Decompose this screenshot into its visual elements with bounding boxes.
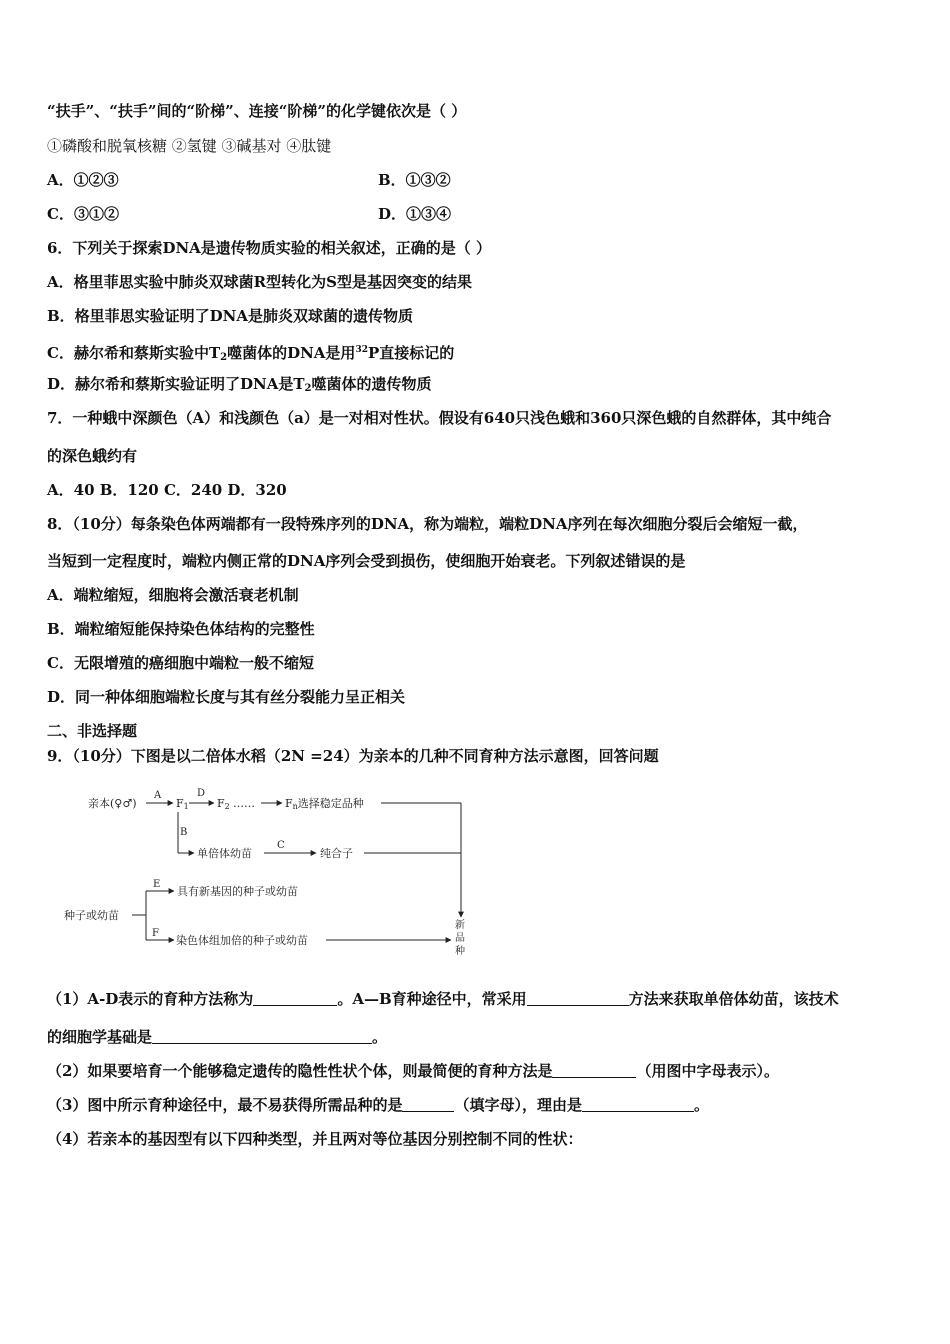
q6-option-c-sub: 2 [220,352,228,363]
q9-p1a: （1）A-D表示的育种方法称为 [47,990,254,1008]
q5-option-c: C．③①② [47,205,119,223]
answer-blank-5[interactable] [402,1097,454,1112]
q6-option-c [47,340,454,368]
diagram-f2 [217,797,230,811]
diagram-f1 [176,797,189,811]
q9-p3c: 。 [693,1096,709,1114]
diagram-haploid: 单倍体幼苗 [197,847,252,860]
q8-option-c: C．无限增殖的癌细胞中端粒一般不缩短 [47,654,314,672]
answer-blank-3[interactable] [152,1029,372,1044]
q6-option-d-post: 噬菌体的遗传物质 [311,375,432,393]
answer-blank-2[interactable] [527,991,629,1006]
diagram-polyploid: 染色体组加倍的种子或幼苗 [176,934,308,947]
new-variety-char-1: 新 [455,920,465,931]
answer-blank-6[interactable] [582,1097,694,1112]
q9-p2b: （用图中字母表示）。 [636,1062,779,1080]
label-c: C [277,840,285,851]
q6-option-c-mid: 噬菌体的DNA是用 [227,344,356,362]
q6-option-d-sub: 2 [304,383,312,394]
q5-stem: “扶手”、“扶手”间的“阶梯”、连接“阶梯”的化学键依次是（ ） [47,102,467,120]
q6-option-a: A．格里菲思实验中肺炎双球菌R型转化为S型是基因突变的结果 [47,273,472,291]
q8-option-b: B．端粒缩短能保持染色体结构的完整性 [47,620,315,638]
q5-option-a: A．①②③ [47,171,119,189]
q9-p3a: （3）图中所示育种途径中，最不易获得所需品种的是 [47,1096,403,1114]
label-b: B [180,827,188,838]
q5-option-d: D．①③④ [378,205,452,223]
q9-part4: （4）若亲本的基因型有以下四种类型，并且两对等位基因分别控制不同的性状： [47,1130,583,1148]
q7-stem-line2: 的深色蛾约有 [47,447,138,465]
new-variety-char-3: 种 [455,946,465,957]
fn-text: 选择稳定品种 [297,797,364,810]
q8-stem-line1: 8．（10分）每条染色体两端都有一段特殊序列的DNA，称为端粒，端粒DNA序列在每次细胞分裂后会缩短一截， [47,515,808,533]
q8-option-d: D．同一种体细胞端粒长度与其有丝分裂能力呈正相关 [47,688,406,706]
q9-part2 [47,1061,779,1081]
q8-stem-line2: 当短到一定程度时，端粒内侧正常的DNA序列会受到损伤，使细胞开始衰老。下列叙述错误的是 [47,552,686,570]
diagram-dots: …… [233,797,255,810]
f2-base: F [217,797,225,810]
f1-base: F [176,797,184,810]
q6-option-c-sup: 32 [355,345,368,355]
section-heading: 二、非选择题 [47,722,138,740]
label-f: F [152,928,159,939]
new-variety-char-2: 品 [455,933,465,944]
fn-base: F [285,797,293,810]
q9-part1-line2 [47,1027,387,1047]
label-d: D [197,788,206,799]
q5-items: ①磷酸和脱氧核糖 ②氢键 ③碱基对 ④肽键 [47,137,332,155]
q9-part1-line1 [47,989,839,1009]
q6-option-b: B．格里菲思实验证明了DNA是肺炎双球菌的遗传物质 [47,307,414,325]
breeding-diagram [58,780,478,960]
q6-option-d-pre: D．赫尔希和蔡斯实验证明了DNA是T [47,375,305,393]
diagram-homozygote: 纯合子 [320,847,353,860]
q7-options: A．40 B．120 C．240 D．320 [47,481,287,499]
q6-option-c-post: P直接标记的 [367,344,455,362]
diagram-fn [285,796,364,811]
answer-blank-4[interactable] [552,1063,636,1078]
q8-option-a: A．端粒缩短，细胞将会激活衰老机制 [47,586,299,604]
label-a: A [154,790,162,801]
q9-p1b: 。A—B育种途径中，常采用 [337,990,527,1008]
diagram-newgene: 具有新基因的种子或幼苗 [177,885,298,898]
q9-p1c: 方法来获取单倍体幼苗，该技术 [628,990,839,1008]
q6-stem: 6．下列关于探索DNA是遗传物质实验的相关叙述，正确的是（ ） [47,239,492,257]
q9-p3b: （填字母），理由是 [454,1096,582,1114]
label-e: E [153,879,161,890]
q9-p1e: 。 [372,1028,388,1046]
fn-sub: n [292,802,298,811]
answer-blank-1[interactable] [253,991,337,1006]
f2-sub: 2 [224,802,230,811]
q6-option-d [47,374,432,399]
f1-sub: 1 [183,802,189,811]
q6-option-c-pre: C．赫尔希和蔡斯实验中T [47,344,221,362]
q9-part3 [47,1095,709,1115]
q9-p1d: 的细胞学基础是 [47,1028,153,1046]
diagram-parent: 亲本(♀♂) [88,797,137,810]
q7-stem-line1: 7．一种蛾中深颜色（A）和浅颜色（a）是一对相对性状。假设有640只浅色蛾和360只深色蛾的自然群体，其中纯合 [47,409,832,427]
q9-stem: 9．（10分）下图是以二倍体水稻（2N =24）为亲本的几种不同育种方法示意图，回答问题 [47,747,659,765]
q5-option-b: B．①③② [378,171,451,189]
q9-p2a: （2）如果要培育一个能够稳定遗传的隐性性状个体，则最简便的育种方法是 [47,1062,553,1080]
diagram-seed: 种子或幼苗 [64,909,119,922]
